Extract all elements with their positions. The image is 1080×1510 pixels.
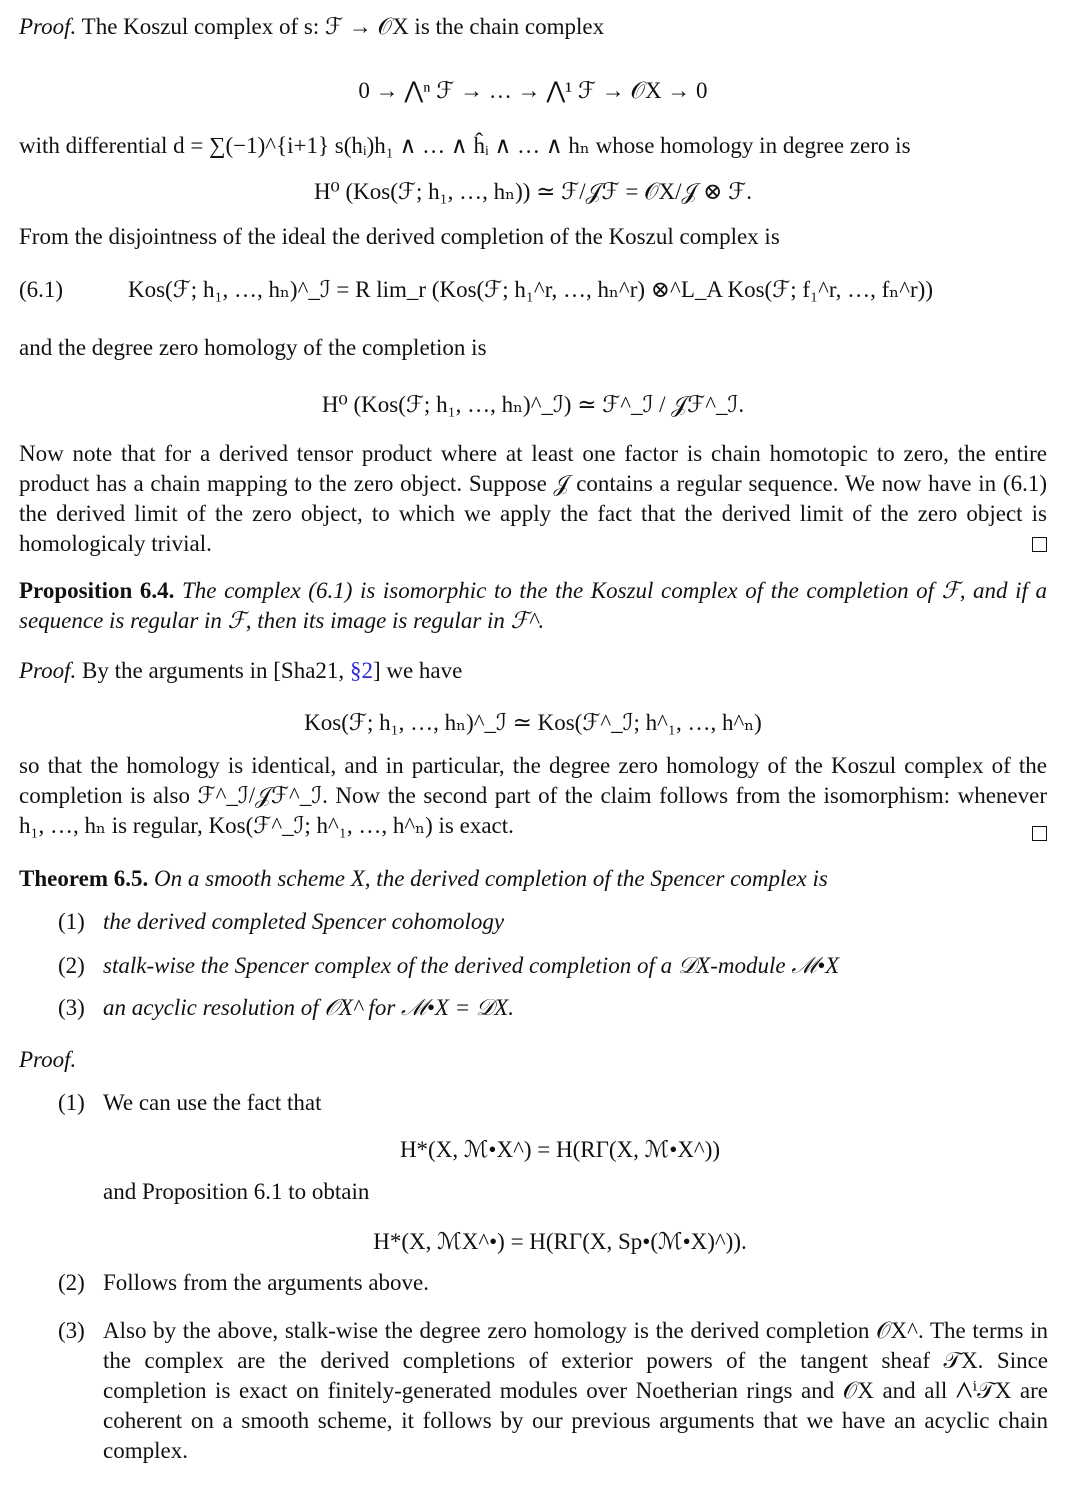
theorem-6-5 bbox=[19, 864, 1047, 894]
qed-box bbox=[1032, 826, 1047, 841]
proof-item-2: (2) Follows from the arguments above. bbox=[58, 1270, 429, 1295]
equation-number-6-1: (6.1) bbox=[19, 277, 64, 302]
qed-box bbox=[1032, 537, 1047, 552]
theorem-item-1: (1) the derived completed Spencer cohomology bbox=[58, 909, 505, 934]
proposition-statement: The complex (6.1) is isomorphic to the the Koszul complex of the completion of ℱ, and if a sequence is regular in ℱ, then its image is regular in ℱ^. bbox=[19, 578, 1047, 633]
proof1-intro-text: The Koszul complex of s: ℱ → 𝒪X is the chain complex bbox=[81, 14, 605, 39]
proof-item-3: (3) Also by the above, stalk-wise the degree zero homology is the derived completion 𝒪X^. The terms in the complex are the derived completions of exterior powers of the tangent sheaf 𝒯X. Since completion is exact on finitely-generated modules over Noetherian rings and 𝒪X and all ⋀ⁱ𝒯X are coherent on a smooth scheme, it follows by our previous arguments that we have an acyclic chain complex. bbox=[58, 1318, 1048, 1463]
proof3-label: Proof. bbox=[19, 1047, 77, 1072]
proof2-intro-before: By the arguments in [Sha21, bbox=[82, 658, 345, 683]
proof2-intro bbox=[19, 656, 1047, 686]
theorem-statement: On a smooth scheme X, the derived completion of the Spencer complex is bbox=[154, 866, 828, 891]
proof1-intro bbox=[19, 12, 1047, 42]
section-ref-link[interactable]: §2 bbox=[349, 658, 373, 683]
proof-item-1: (1) We can use the fact that bbox=[58, 1090, 322, 1115]
h0-koszul: H⁰ (Kos(ℱ; h₁, …, hₙ)) ≃ ℱ/𝒥ℱ = 𝒪X/𝒥 ⊗ ℱ. bbox=[313, 179, 753, 204]
proof2-intro-after: ] we have bbox=[372, 658, 463, 683]
proof1-disjointness: From the disjointness of the ideal the derived completion of the Koszul complex is bbox=[19, 224, 780, 249]
cohomology-equation: H*(X, ℳ•X^) = H(RΓ(X, ℳ•X^)) bbox=[399, 1137, 721, 1162]
spencer-cohomology-equation: H*(X, ℳX^•) = H(RΓ(X, Sp•(ℳ•X)^)). bbox=[373, 1229, 747, 1254]
theorem-label: Theorem 6.5. bbox=[19, 866, 149, 891]
proof-and-proposition: and Proposition 6.1 to obtain bbox=[103, 1179, 370, 1204]
proposition-label: Proposition 6.4. bbox=[19, 578, 175, 603]
proof1-degree-zero: and the degree zero homology of the completion is bbox=[19, 335, 487, 360]
kos-completion-iso: Kos(ℱ; h₁, …, hₙ)^_ℐ ≃ Kos(ℱ^_ℐ; h^₁, …, h^ₙ) bbox=[304, 710, 762, 735]
proof1-differential: with differential d = ∑(−1)^{i+1} s(hᵢ)h₁ ∧ … ∧ ĥᵢ ∧ … ∧ hₙ whose homology in degree zero is bbox=[19, 133, 911, 158]
proof2-label: Proof. bbox=[19, 658, 77, 683]
proof1-final-paragraph: Now note that for a derived tensor product where at least one factor is chain homotopic to zero, the entire product has a chain mapping to the zero object. Suppose 𝒥 contains a regular sequence. We now have in (6.1) the derived limit of the zero object, to which we apply the fact that the derived limit of the zero object is homologicaly trivial. bbox=[19, 441, 1047, 556]
h0-completion: H⁰ (Kos(ℱ; h₁, …, hₙ)^_ℐ) ≃ ℱ^_ℐ / 𝒥ℱ^_ℐ. bbox=[321, 392, 745, 417]
equation-6-1: Kos(ℱ; h₁, …, hₙ)^_ℐ = R lim_r (Kos(ℱ; h₁^r, …, hₙ^r) ⊗^L_A Kos(ℱ; f₁^r, …, fₙ^r)) bbox=[128, 277, 933, 302]
theorem-item-2: (2) stalk-wise the Spencer complex of the derived completion of a 𝒟X-module ℳ•X bbox=[58, 953, 840, 978]
proposition-6-4 bbox=[19, 576, 1047, 636]
proof2-body: so that the homology is identical, and in particular, the degree zero homology of the Koszul complex of the completion is also ℱ^_ℐ/𝒥ℱ^_ℐ. Now the second part of the claim follows from the isomorphism: whenever h₁, …, hₙ is regular, Kos(ℱ^_ℐ; h^₁, …, h^ₙ) is exact. bbox=[19, 753, 1047, 838]
theorem-item-3: (3) an acyclic resolution of 𝒪X^ for ℳ•X = 𝒟X. bbox=[58, 995, 515, 1020]
proof1-label: Proof. bbox=[19, 14, 77, 39]
koszul-chain-complex: 0 → ⋀ⁿ ℱ → … → ⋀¹ ℱ → 𝒪X → 0 bbox=[358, 78, 708, 103]
